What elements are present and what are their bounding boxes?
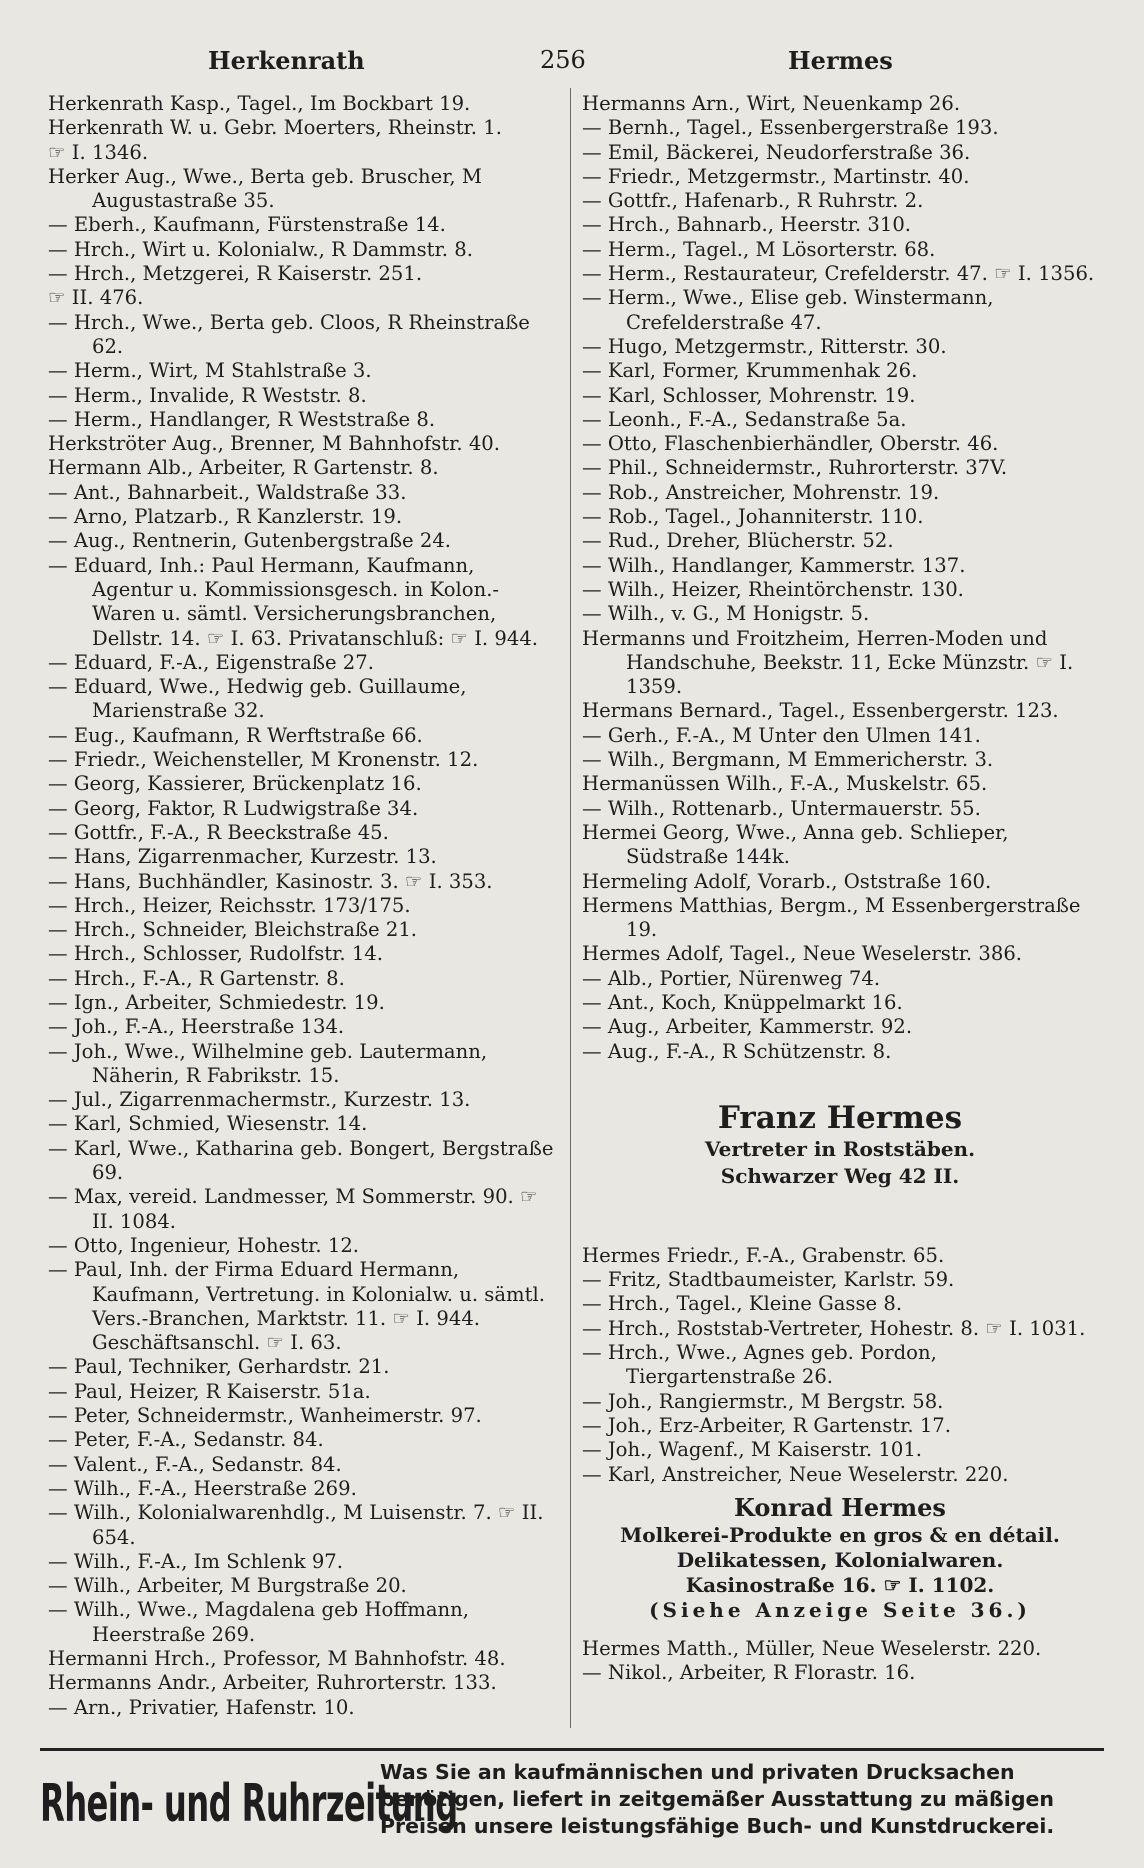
advert-konrad-line4: (Siehe Anzeige Seite 36.) (649, 1597, 1031, 1622)
directory-entry: — Joh., Erz-Arbeiter, R Gartenstr. 17. (582, 1413, 951, 1437)
directory-entry: ☞ I. 1346. (48, 140, 149, 164)
advert-franz-line2: Schwarzer Weg 42 II. (720, 1163, 960, 1188)
directory-entry: — Karl, Wwe., Katharina geb. Bongert, Bergstraße 69. (48, 1136, 554, 1185)
right-column-bottom-entries (582, 1637, 1098, 1686)
directory-entry: — Paul, Heizer, R Kaiserstr. 51a. (48, 1379, 371, 1403)
directory-entry: — Joh., Wagenf., M Kaiserstr. 101. (582, 1438, 923, 1462)
directory-entry: — Fritz, Stadtbaumeister, Karlstr. 59. (582, 1268, 955, 1292)
advert-franz-line1: Vertreter in Roststäben. (704, 1136, 976, 1161)
page-header (0, 46, 1144, 80)
directory-entry: — Eduard, Wwe., Hedwig geb. Guillaume, Marienstraße 32. (48, 675, 467, 723)
advert-gap-2 (582, 1623, 1098, 1637)
directory-entry: — Peter, Schneidermstr., Wanheimerstr. 97. (48, 1404, 482, 1428)
directory-entry: Hermanns und Froitzheim, Herren-Moden und Handschuhe, Beekstr. 11, Ecke Münzstr. ☞ I. 1359. (582, 626, 1074, 699)
directory-entry: — Karl, Schmied, Wiesenstr. 14. (48, 1112, 368, 1136)
directory-entry: — Valent., F.-A., Sedanstr. 84. (48, 1452, 342, 1476)
directory-entry: — Jul., Zigarrenmachermstr., Kurzestr. 13. (48, 1088, 471, 1112)
directory-entry: Herker Aug., Wwe., Berta geb. Bruscher, M Augustastraße 35. (48, 164, 482, 213)
directory-entry: — Aug., F.-A., R Schützenstr. 8. (582, 1039, 892, 1063)
directory-entry: — Wilh., F.-A., Im Schlenk 97. (48, 1549, 343, 1573)
directory-entry: — Hrch., Tagel., Kleine Gasse 8. (582, 1292, 903, 1316)
directory-entry: — Karl, Schlosser, Mohrenstr. 19. (582, 383, 916, 407)
directory-entry: — Eug., Kaufmann, R Werftstraße 66. (48, 723, 423, 747)
directory-entry: — Wilh., Arbeiter, M Burgstraße 20. (48, 1574, 407, 1598)
header-left-keyword: Herkenrath (208, 46, 365, 75)
left-column (48, 92, 554, 1720)
directory-entry: — Otto, Ingenieur, Hohestr. 12. (48, 1233, 360, 1257)
directory-entry: — Joh., Rangiermstr., M Bergstr. 58. (582, 1389, 944, 1413)
directory-entry: — Rob., Anstreicher, Mohrenstr. 19. (582, 480, 940, 504)
directory-entry: — Hrch., Schlosser, Rudolfstr. 14. (48, 942, 383, 966)
advert-konrad-line2: Delikatessen, Kolonialwaren. (676, 1547, 1004, 1572)
directory-entry: — Wilh., Rottenarb., Untermauerstr. 55. (582, 796, 981, 820)
directory-entry: — Otto, Flaschenbierhändler, Oberstr. 46. (582, 432, 999, 456)
directory-entry: — Emil, Bäckerei, Neudorferstraße 36. (582, 140, 971, 164)
directory-entry: — Hrch., Wwe., Berta geb. Cloos, R Rheinstraße 62. (48, 310, 530, 358)
directory-entry: — Arno, Platzarb., R Kanzlerstr. 19. (48, 505, 403, 529)
directory-entry: — Paul, Techniker, Gerhardstr. 21. (48, 1355, 390, 1379)
directory-entry: — Leonh., F.-A., Sedanstraße 5a. (582, 407, 907, 431)
directory-entry: — Ant., Koch, Knüppelmarkt 16. (582, 990, 903, 1014)
right-column (582, 92, 1098, 1685)
directory-entry: — Gerh., F.-A., M Unter den Ulmen 141. (582, 723, 981, 747)
right-column-middle-entries (582, 1244, 1098, 1487)
advert-gap (582, 1190, 1098, 1244)
directory-entry: — Friedr., Metzgermstr., Martinstr. 40. (582, 164, 970, 188)
directory-entry: Hermeling Adolf, Vorarb., Oststraße 160. (582, 869, 992, 893)
column-divider (570, 88, 571, 1728)
advert-konrad-hermes (582, 1493, 1098, 1623)
directory-entry: — Wilh., Heizer, Rheintörchenstr. 130. (582, 577, 964, 601)
directory-entry: Hermens Matthias, Bergm., M Essenbergerstraße 19. (582, 893, 1081, 942)
banner-text (380, 1759, 1104, 1840)
directory-entry: — Wilh., Wwe., Magdalena geb Hoffmann, Heerstraße 269. (48, 1598, 469, 1646)
directory-entry: — Aug., Rentnerin, Gutenbergstraße 24. (48, 529, 452, 553)
banner-line1: Was Sie an kaufmännischen und privaten Drucksachen (380, 1760, 1015, 1784)
directory-entry: — Wilh., v. G., M Honigstr. 5. (582, 602, 870, 626)
directory-entry: Hermanns Andr., Arbeiter, Ruhrorterstr. 133. (48, 1671, 497, 1695)
directory-entry: — Hrch., F.-A., R Gartenstr. 8. (48, 966, 345, 990)
advert-franz-hermes (582, 1100, 1098, 1190)
directory-entry: — Rob., Tagel., Johanniterstr. 110. (582, 505, 924, 529)
header-right-keyword: Hermes (788, 46, 893, 75)
directory-entry: — Wilh., F.-A., Heerstraße 269. (48, 1476, 357, 1500)
directory-entry: — Georg, Kassierer, Brückenplatz 16. (48, 772, 422, 796)
newspaper-banner (40, 1757, 1104, 1851)
directory-entry: — Eberh., Kaufmann, Fürstenstraße 14. (48, 213, 446, 237)
directory-entry: — Max, vereid. Landmesser, M Sommerstr. 90. ☞ II. 1084. (48, 1185, 538, 1233)
banner-line2: benötigen, liefert in zeitgemäßer Ausstattung zu mäßigen (380, 1787, 1054, 1811)
directory-entry: — Wilh., Kolonialwarenhdlg., M Luisenstr. 7. ☞ II. 654. (48, 1501, 544, 1549)
directory-entry: — Herm., Handlanger, R Weststraße 8. (48, 407, 436, 431)
directory-entry: — Hrch., Wwe., Agnes geb. Pordon, Tiergartenstraße 26. (582, 1341, 937, 1389)
directory-entry: Hermanns Arn., Wirt, Neuenkamp 26. (582, 92, 961, 115)
directory-entry: — Bernh., Tagel., Essenbergerstraße 193. (582, 116, 999, 140)
advert-konrad-line3: Kasinostraße 16. ☞ I. 1102. (685, 1572, 995, 1597)
directory-entry: — Karl, Anstreicher, Neue Weselerstr. 220. (582, 1462, 1009, 1486)
directory-entry: — Eduard, Inh.: Paul Hermann, Kaufmann, Agentur u. Kommissionsgesch. in Kolon.-Waren u. sämtl. Versicherungsbranchen, Dellstr. 14. ☞ I. 63. Privatanschluß: ☞ I. 944. (48, 553, 539, 650)
directory-entry: Herkströter Aug., Brenner, M Bahnhofstr. 40. (48, 432, 500, 456)
advert-franz-name: Franz Hermes (717, 1099, 963, 1136)
directory-entry: — Arn., Privatier, Hafenstr. 10. (48, 1695, 355, 1719)
directory-entry: — Herm., Wwe., Elise geb. Winstermann, Crefelderstraße 47. (582, 286, 994, 334)
directory-entry: Hermanüssen Wilh., F.-A., Muskelstr. 65. (582, 772, 988, 796)
directory-entry: ☞ II. 476. (48, 286, 144, 310)
directory-entry: — Wilh., Handlanger, Kammerstr. 137. (582, 553, 966, 577)
directory-entry: — Gottfr., F.-A., R Beeckstraße 45. (48, 820, 389, 844)
directory-entry: — Hans, Buchhändler, Kasinostr. 3. ☞ I. 353. (48, 869, 493, 893)
advert-konrad-name: Konrad Hermes (734, 1492, 946, 1522)
directory-entry: — Herm., Tagel., M Lösorterstr. 68. (582, 237, 936, 261)
page-number: 256 (540, 46, 586, 74)
right-column-top-entries (582, 92, 1098, 1064)
directory-entry: — Wilh., Bergmann, M Emmericherstr. 3. (582, 748, 994, 772)
directory-entry: — Hrch., Roststab-Vertreter, Hohestr. 8. ☞ I. 1031. (582, 1316, 1086, 1340)
directory-entry: — Hrch., Wirt u. Kolonialw., R Dammstr. 8. (48, 237, 473, 261)
directory-entry: — Hrch., Metzgerei, R Kaiserstr. 251. (48, 262, 423, 286)
directory-entry: — Hrch., Bahnarb., Heerstr. 310. (582, 213, 912, 237)
directory-entry: Hermes Friedr., F.-A., Grabenstr. 65. (582, 1243, 945, 1267)
directory-entry: — Eduard, F.-A., Eigenstraße 27. (48, 650, 374, 674)
directory-entry: — Ant., Bahnarbeit., Waldstraße 33. (48, 480, 407, 504)
directory-entry: — Herm., Invalide, R Weststr. 8. (48, 383, 367, 407)
directory-entry: — Herm., Wirt, M Stahlstraße 3. (48, 359, 372, 383)
directory-entry: — Karl, Former, Krummenhak 26. (582, 359, 918, 383)
directory-entry: — Ign., Arbeiter, Schmiedestr. 19. (48, 990, 385, 1014)
directory-entry: — Hrch., Schneider, Bleichstraße 21. (48, 918, 418, 942)
directory-entry: — Georg, Faktor, R Ludwigstraße 34. (48, 796, 419, 820)
banner-line3: Preisen unsere leistungsfähige Buch- und Kunstdruckerei. (380, 1814, 1055, 1838)
directory-entry: — Hrch., Heizer, Reichsstr. 173/175. (48, 893, 411, 917)
directory-entry: Herkenrath W. u. Gebr. Moerters, Rheinstr. 1. (48, 116, 502, 140)
directory-entry: — Nikol., Arbeiter, R Florastr. 16. (582, 1661, 916, 1685)
directory-entry: Hermes Matth., Müller, Neue Weselerstr. 220. (582, 1636, 1042, 1660)
directory-entry: Hermanni Hrch., Professor, M Bahnhofstr. 48. (48, 1647, 506, 1670)
directory-entry: — Hans, Zigarrenmacher, Kurzestr. 13. (48, 845, 437, 869)
directory-entry: — Herm., Restaurateur, Crefelderstr. 47. ☞ I. 1356. (582, 262, 1095, 286)
directory-entry: — Rud., Dreher, Blücherstr. 52. (582, 529, 894, 553)
directory-entry: Hermans Bernard., Tagel., Essenbergerstr. 123. (582, 699, 1059, 723)
directory-entry: — Gottfr., Hafenarb., R Ruhrstr. 2. (582, 189, 924, 213)
directory-entry: — Hugo, Metzgermstr., Ritterstr. 30. (582, 334, 947, 358)
directory-entry: — Joh., Wwe., Wilhelmine geb. Lautermann, Näherin, R Fabrikstr. 15. (48, 1039, 488, 1087)
directory-entry: Hermes Adolf, Tagel., Neue Weselerstr. 386. (582, 942, 1023, 966)
directory-entry: — Peter, F.-A., Sedanstr. 84. (48, 1428, 324, 1452)
directory-entry: — Paul, Inh. der Firma Eduard Hermann, Kaufmann, Vertretung. in Kolonialw. u. sämtl. Vers.-Branchen, Marktstr. 11. ☞ I. 944. Geschäftsanschl. ☞ I. 63. (48, 1258, 545, 1355)
advert-konrad-line1: Molkerei-Produkte en gros & en détail. (620, 1522, 1060, 1547)
banner-newspaper-name: Rhein- und Ruhrzeitung (40, 1774, 458, 1834)
directory-entry: — Aug., Arbeiter, Kammerstr. 92. (582, 1015, 913, 1039)
directory-entry: — Phil., Schneidermstr., Ruhrorterstr. 37V. (582, 456, 1008, 480)
banner-rule (40, 1748, 1104, 1751)
directory-entry: Hermann Alb., Arbeiter, R Gartenstr. 8. (48, 456, 439, 480)
directory-entry: — Alb., Portier, Nürenweg 74. (582, 966, 881, 990)
directory-entry: Herkenrath Kasp., Tagel., Im Bockbart 19. (48, 92, 471, 115)
directory-entry: — Joh., F.-A., Heerstraße 134. (48, 1015, 345, 1039)
directory-entry: — Friedr., Weichensteller, M Kronenstr. 12. (48, 748, 479, 772)
directory-entry: Hermei Georg, Wwe., Anna geb. Schlieper, Südstraße 144k. (582, 820, 1009, 869)
